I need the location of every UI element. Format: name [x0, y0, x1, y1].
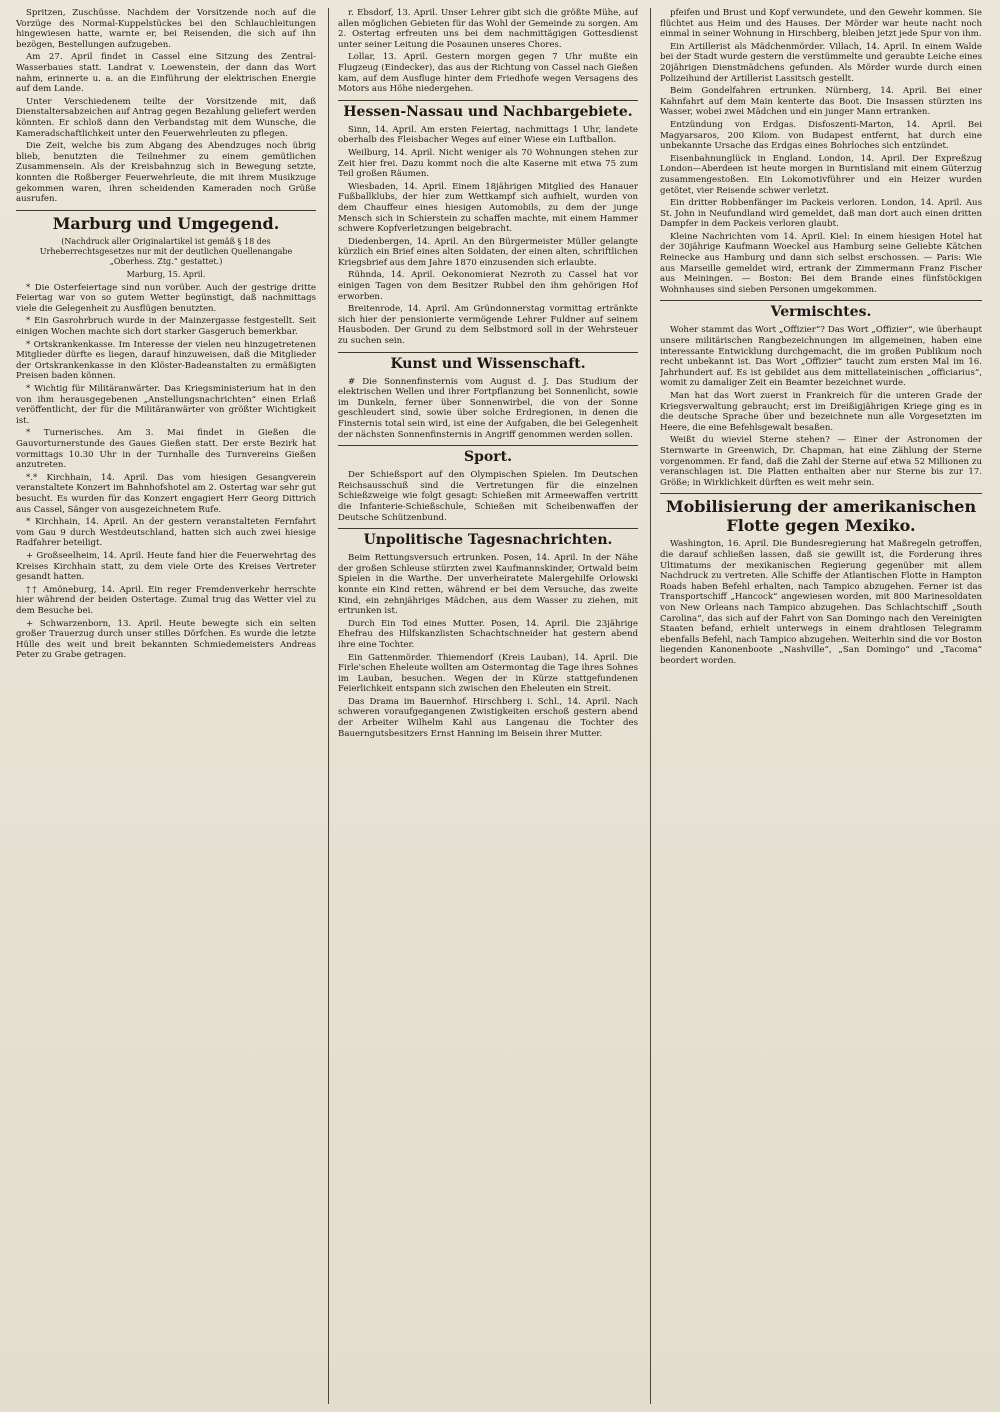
news-item: Ein Gattenmörder. Thiemendorf (Kreis Lauban), 14. April. Die Firle'schen Eheleute wollten am Ostermontag die Tage ihres Sohnes im Lauban, besuchen. Wegen der in Kürze stattgefundenen Feierlichkeit entspann sich zwischen den Eheleuten ein Streit. [338, 652, 638, 695]
article-paragraph: Die Zeit, welche bis zum Abgang des Abendzuges noch übrig blieb, benutzten die Teilnehmer zu einem gemütlichen Zusammensein. Als der Kreisbahnzug sich in Bewegung setzte, konnten die Roßberger Feuerwehrleute, die mit ihrem Musikzuge gekommen waren, ihren scheidenden Kameraden noch Grüße ausrufen. [16, 141, 316, 205]
news-item: †† Amöneburg, 14. April. Ein reger Fremdenverkehr herrschte hier während der beiden Ostertage. Zumal trug das Wetter viel zu dem Besuche bei. [16, 584, 316, 616]
news-item: Woher stammt das Wort „Offizier“? Das Wort „Offizier“, wie überhaupt unsere militärischen Rangbezeichnungen im allgemeinen, haben eine interessante Entwicklung durchgemacht, die im großen Publikum noch recht unbekannt ist. Das Wort „Offizier“ taucht zum ersten Mal im 16. Jahrhundert auf. Es ist gebildet aus dem mittellateinischen „officiarius“, womit zu damaliger Zeit ein Beamter bezeichnet wurde. [660, 325, 982, 389]
column-rule [650, 8, 651, 1404]
article-paragraph: Unter Verschiedenem teilte der Vorsitzende mit, daß Dienstaltersabzeichen auf Antrag gegen Bezahlung geliefert werden könnten. Er schloß dann den Verbandstag mit dem Wunsche, die Kameradschaftlichkeit unter den Feuerwehrleuten zu pflegen. [16, 96, 316, 139]
dateline: Marburg, 15. April. [126, 269, 206, 279]
news-item: # Die Sonnenfinsternis vom August d. J. Das Studium der elektrischen Wellen und ihrer Fortpflanzung bei Sonnenlicht, sowie im Dunkeln, ferner über Sonnenwirbel, die von der Sonne geschleudert sind, sowie über solche Erdregionen, in denen die Finsternis total sein wird, ist eine der Aufgaben, die bei Gelegenheit der nächsten Sonnenfinsternis in Angriff genommen werden sollen. [338, 376, 638, 440]
column-left [16, 8, 316, 1404]
section-heading-vermischtes: Vermischtes. [660, 300, 982, 321]
column-rule [328, 8, 329, 1404]
news-item: Weißt du wieviel Sterne stehen? — Einer der Astronomen der Sternwarte in Greenwich, Dr. Chapman, hat eine Zählung der Sterne vorgenommen. Er fand, daß die Zahl der Sterne auf etwa 52 Millionen zu veranschlagen ist. Die Platten enthalten aber nur Sterne bis zur 17. Größe; in Wirklichkeit dürften es weit mehr sein. [660, 435, 982, 488]
news-item: Washington, 16. April. Die Bundesregierung hat Maßregeln getroffen, die darauf schließen lassen, daß sie gewillt ist, die Forderung ihres Ultimatums der mexikanischen Regierung gegenüber mit allem Nachdruck zu vertreten. Alle Schiffe der Atlantischen Flotte in Hampton Roads haben Befehl erhalten, nach Tampico abzugehen. Ferner ist das Transportschiff „Hancock“ angewiesen worden, mit 800 Marinesoldaten von New Orleans nach Tampico abzugehen. Das Schlachtschiff „South Carolina“, das sich auf der Fahrt von San Domingo nach den Vereinigten Staaten befand, erhielt unterwegs in einem drahtlosen Telegramm ebenfalls Befehl, nach Tampico abzugehen. Weiterhin sind die vor Boston liegenden Kanonenboote „Nashville“, „San Domingo“ und „Tacoma“ beordert worden. [660, 539, 982, 666]
article-paragraph: r. Ebsdorf, 13. April. Unser Lehrer gibt sich die größte Mühe, auf allen möglichen Gebieten für das Wohl der Gemeinde zu sorgen. Am 2. Ostertag erfreuten uns bei dem nachmittägigen Gottesdienst unter seiner Leitung die Posaunen unseres Chores. [338, 8, 638, 50]
section-heading-hessen-nassau: Hessen-Nassau und Nachbargebiete. [338, 100, 638, 121]
news-item: Wiesbaden, 14. April. Einem 18jährigen Mitglied des Hanauer Fußballklubs, der hier zum Wettkampf sich aufhielt, wurden von dem Chauffeur eines hiesigen Automobils, zu dem der junge Mensch sich in Schierstein zu schaffen machte, mit einem Hammer schwere Kopfverletzungen beigebracht. [338, 181, 638, 235]
news-item: Der Schießsport auf den Olympischen Spielen. Im Deutschen Reichsausschuß sind die Vertretungen für die einzelnen Schießzweige wie folgt gesagt: Schießen mit Armeewaffen vertritt die Infanterie-Schießschule, Schießen mit Scheibenwaffen der Deutsche Schützenbund. [338, 470, 638, 523]
news-item: Rühnda, 14. April. Oekonomierat Nezroth zu Cassel hat vor einigen Tagen von dem Besitzer Rubbel den ihm gehörigen Hof erworben. [338, 270, 638, 302]
news-item: Man hat das Wort zuerst in Frankreich für die unteren Grade der Kriegsverwaltung gebraucht; erst im Dreißigjährigen Kriege ging es in die deutsche Sprache über und bezeichnete nun alle Vorgesetzten im Heere, die eine Befehlsgewalt besaßen. [660, 391, 982, 433]
reprint-notice: (Nachdruck aller Originalartikel ist gemäß § 18 des Urheberrechtsgesetzes nur mit der deutlichen Quellenangabe „Oberhess. Ztg.“ gestattet.) [39, 236, 293, 266]
article-paragraph: pfeifen und Brust und Kopf verwundete, und den Gewehr kommen. Sie flüchtet aus Heim und des Hauses. Der Mörder war heute nacht noch einmal in seiner Wohnung in Hirschberg, bleiben jetzt jede Spur von ihm. [660, 8, 982, 40]
article-paragraph: Eisenbahnunglück in England. London, 14. April. Der Expreßzug London—Aberdeen ist heute morgen in Burntisland mit einem Güterzug zusammengestoßen. Ein Lokomotivführer und ein Heizer wurden getötet, vier Reisende schwer verletzt. [660, 153, 982, 196]
news-item: Beim Rettungsversuch ertrunken. Posen, 14. April. In der Nähe der großen Schleuse stürzten zwei Kaufmannskinder, Ortwald beim Spielen in die Warthe. Der unverheiratete Malergehilfe Orlowski konnte ein Kind retten, während er bei dem Versuche, das zweite Kind, ein zehnjähriges Mädchen, aus dem Wasser zu ziehen, mit ertrunken ist. [338, 553, 638, 617]
news-item: * Turnerisches. Am 3. Mai findet in Gießen die Gauvorturnerstunde des Gaues Gießen statt. Der erste Bezirk hat vormittags 10.30 Uhr in der Turnhalle des Turnvereins Gießen anzutreten. [16, 428, 316, 471]
article-paragraph: Am 27. April findet in Cassel eine Sitzung des Zentral-Wasserbaues statt. Landrat v. Loewenstein, der dann das Wort nahm, erinnerte u. a. an die Einführung der elektrischen Energie auf dem Lande. [16, 52, 316, 95]
news-item: *.* Kirchhain, 14. April. Das vom hiesigen Gesangverein veranstaltete Konzert im Bahnhofshotel am 2. Ostertag war sehr gut besucht. Es wurden für das Konzert engagiert Herr Georg Dittrich aus Cassel, Sänger von ausgezeichnetem Rufe. [16, 472, 316, 515]
news-item: * Ortskrankenkasse. Im Interesse der vielen neu hinzugetretenen Mitglieder dürfte es liegen, darauf hinzuweisen, daß die Mitglieder der Ortskrankenkasse in den Klöster-Badeanstalten zu ermäßigten Preisen baden können. [16, 339, 316, 382]
section-heading-tagesnachrichten: Unpolitische Tagesnachrichten. [338, 528, 638, 549]
section-heading-kunst: Kunst und Wissenschaft. [338, 352, 638, 373]
news-item: Weilburg, 14. April. Nicht weniger als 70 Wohnungen stehen zur Zeit hier frei. Dazu kommt noch die alte Kaserne mit etwa 75 zum Teil großen Räumen. [338, 147, 638, 180]
column-middle [338, 8, 638, 1404]
section-heading-sport: Sport. [338, 445, 638, 466]
column-right [660, 8, 982, 1404]
article-paragraph: Lollar, 13. April. Gestern morgen gegen 7 Uhr mußte ein Flugzeug (Eindecker), das aus der Richtung von Cassel nach Gießen kam, auf dem Ausfluge hinter dem Friedhofe wegen Versagens des Motors aus Höhe niedergehen. [338, 52, 638, 95]
article-paragraph: Ein Artillerist als Mädchenmörder. Villach, 14. April. In einem Walde bei der Stadt wurde gestern die verstümmelte und geraubte Leiche eines 20jährigen Dienstmädchens gefunden. Als Mörder wurde durch einen Polizeihund der Artillerist Lassitsch gestellt. [660, 41, 982, 84]
article-paragraph: Spritzen, Zuschüsse. Nachdem der Vorsitzende noch auf die Vorzüge des Normal-Kuppelstückes bei den Schlauchleitungen hingewiesen hatte, warnte er, bei Reisenden, die sich auf ihn bezögen, Bestellungen aufzugeben. [16, 8, 316, 50]
news-item: Durch Ein Tod eines Mutter. Posen, 14. April. Die 23jährige Ehefrau des Hilfskanzlisten Schachtschneider hat gestern abend ihre eine Tochter. [338, 618, 638, 650]
article-paragraph: Beim Gondelfahren ertrunken. Nürnberg, 14. April. Bei einer Kahnfahrt auf dem Main kenterte das Boot. Die Insassen stürzten ins Wasser, wobei zwei Mädchen und ein junger Mann ertranken. [660, 86, 982, 118]
article-paragraph: Entzündung von Erdgas. Disfoszenti-Marton, 14. April. Bei Magyarsaros, 200 Kilom. von Budapest entfernt, hat durch eine unbekannte Ursache das Erdgas eines Bohrloches sich entzündet. [660, 119, 982, 152]
news-item: Breitenrode, 14. April. Am Gründonnerstag vormittag ertränkte sich hier der pensionierte vermögende Lehrer Fuldner auf seinem Hausboden. Der Grund zu dem Selbstmord soll in der Wehrsteuer zu suchen sein. [338, 304, 638, 347]
news-item: * Wichtig für Militäranwärter. Das Kriegsministerium hat in den von ihm herausgegebenen „Anstellungsnachrichten“ einen Erlaß veröffentlicht, der für die Militäranwärter von größter Wichtigkeit ist. [16, 384, 316, 426]
article-paragraph: Ein dritter Robbenfänger im Packeis verloren. London, 14. April. Aus St. John in Neufundland wird gemeldet, daß man dort auch einen dritten Dampfer in dem Packeis verloren glaubt. [660, 198, 982, 230]
section-heading-marburg: Marburg und Umgegend. [16, 210, 316, 233]
news-item: Diedenbergen, 14. April. An den Bürgermeister Müller gelangte kürzlich ein Brief eines alten Soldaten, der einen alten, schriftlichen Kriegsbrief aus dem Jahre 1870 einzusenden sich erlaubte. [338, 236, 638, 268]
news-item: Sinn, 14. April. Am ersten Feiertag, nachmittags 1 Uhr, landete oberhalb des Fleisbacher Weges auf einer Wiese ein Luftballon. [338, 124, 638, 146]
news-item: Das Drama im Bauernhof. Hirschberg i. Schl., 14. April. Nach schweren voraufgegangenen Zwistigkeiten erschoß gestern abend der Arbeiter Wilhelm Kahl aus Langenau die Tochter des Bauerngutsbesitzers Ernst Hanning im Beisein ihrer Mutter. [338, 696, 638, 739]
article-paragraph: Kleine Nachrichten vom 14. April. Kiel: In einem hiesigen Hotel hat der 30jährige Kaufmann Woeckel aus Hamburg seine Geliebte Kätchen Reinecke aus Hamburg und dann sich selbst erschossen. — Paris: Wie aus Marseille gemeldet wird, ertrank der Zimmermann Franz Fischer aus Meiningen. — Boston: Bei dem Brande eines fünfstöckigen Wohnhauses sind sieben Personen umgekommen. [660, 231, 982, 295]
section-heading-mobilisierung: Mobilisierung der amerikanischen Flotte gegen Mexiko. [660, 493, 982, 535]
news-item: * Ein Gasrohrbruch wurde in der Mainzergasse festgestellt. Seit einigen Wochen machte sich dort starker Gasgeruch bemerkbar. [16, 316, 316, 338]
news-item: + Großseelheim, 14. April. Heute fand hier die Feuerwehrtag des Kreises Kirchhain statt, zu dem viele Orte des Kreises Vertreter gesandt hatten. [16, 550, 316, 583]
news-item: * Die Osterfeiertage sind nun vorüber. Auch der gestrige dritte Feiertag war von so gutem Wetter begünstigt, daß nachmittags viele die Gelegenheit zu Ausflügen benutzten. [16, 282, 316, 314]
news-item: * Kirchhain, 14. April. An der gestern veranstalteten Fernfahrt vom Gau 9 durch Westdeutschland, hatten sich auch zwei hiesige Radfahrer beteiligt. [16, 517, 316, 549]
news-item: + Schwarzenborn, 13. April. Heute bewegte sich ein selten großer Trauerzug durch unser stilles Dörfchen. Es wurde die letzte Hülle des weit und breit bekannten Schmiedemeisters Andreas Peter zu Grabe getragen. [16, 618, 316, 661]
